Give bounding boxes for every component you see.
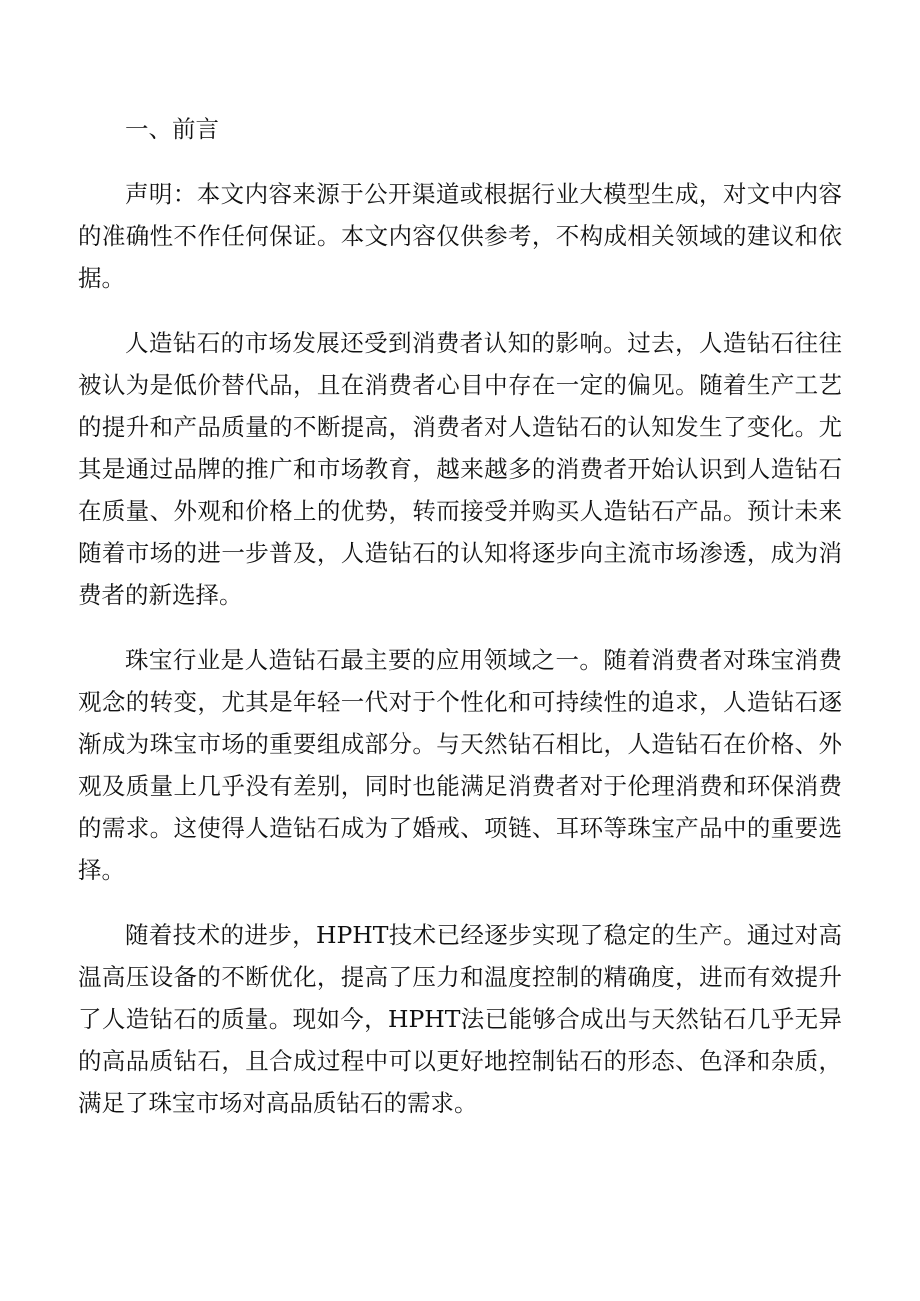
jewelry-industry-paragraph: 珠宝行业是人造钻石最主要的应用领域之一。随着消费者对珠宝消费观念的转变，尤其是年轻一代对于个性化和可持续性的追求，人造钻石逐渐成为珠宝市场的重要组成部分。与天然钻石相比，人造钻石在价格、外观及质量上几乎没有差别，同时也能满足消费者对于伦理消费和环保消费的需求。这使得人造钻石成为了婚戒、项链、耳环等珠宝产品中的重要选择。 — [78, 646, 842, 884]
document-body — [78, 108, 842, 1147]
consumer-perception-paragraph: 人造钻石的市场发展还受到消费者认知的影响。过去，人造钻石往往被认为是低价替代品，且在消费者心目中存在一定的偏见。随着生产工艺的提升和产品质量的不断提高，消费者对人造钻石的认知发生了变化。尤其是通过品牌的推广和市场教育，越来越多的消费者开始认识到人造钻石在质量、外观和价格上的优势，转而接受并购买人造钻石产品。预计未来随着市场的进一步普及，人造钻石的认知将逐步向主流市场渗透，成为消费者的新选择。 — [78, 329, 842, 609]
disclaimer-paragraph: 声明：本文内容来源于公开渠道或根据行业大模型生成，对文中内容的准确性不作任何保证。本文内容仅供参考，不构成相关领域的建议和依据。 — [78, 180, 842, 292]
hpht-technology-paragraph: 随着技术的进步，HPHT技术已经逐步实现了稳定的生产。通过对高温高压设备的不断优化，提高了压力和温度控制的精确度，进而有效提升了人造钻石的质量。现如今，HPHT法已能够合成出与天然钻石几乎无异的高品质钻石，且合成过程中可以更好地控制钻石的形态、色泽和杂质，满足了珠宝市场对高品质钻石的需求。 — [78, 921, 842, 1117]
section-heading: 一、前言 — [125, 115, 219, 143]
